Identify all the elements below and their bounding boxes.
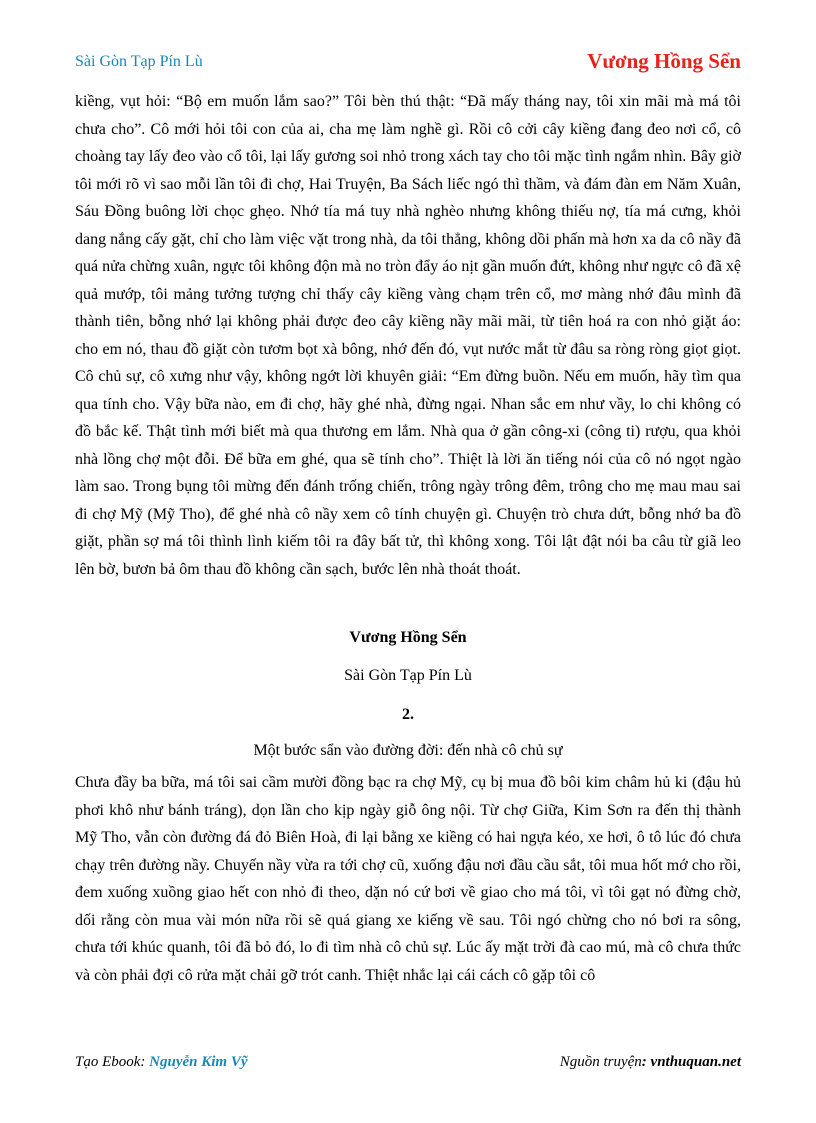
footer-ebook-separator: : (140, 1054, 150, 1070)
paragraph-2: Chưa đầy ba bữa, má tôi sai cầm mười đồng bạc ra chợ Mỹ, cụ bị mua đồ bôi kim châm hủ ki (đậu hủ phơi khô như bánh tráng), dọn lần cho kịp ngày giỗ ông nội. Từ chợ Giữa, Kim Sơn ra đến thị thành Mỹ Tho, vẫn còn đường đá đỏ Biên Hoà, đi lại bằng xe kiềng có hai ngựa kéo, xe hơi, ô tô lúc đó chưa chạy trên đường nầy. Chuyến nầy vừa ra tới chợ cũ, xuống đậu nơi đầu cầu sắt, tôi mua hốt mớ cho rồi, đem xuống xuồng giao hết con nhỏ đi theo, dặn nó cứ bơi về giao cho má tôi, vì tôi gạt nó đừng chờ, dối rằng còn mua vài món nữa rồi sẽ quá giang xe kiếng về sau. Tôi ngó chừng cho nó bơi ra sông, chưa tới khúc quanh, tôi đã bỏ đó, lo đi tìm nhà cô chủ sự. Lúc ấy mặt trời đà cao mú, mà cô chưa thức và còn phải đợi cô rửa mặt chải gỡ trót canh. Thiệt nhắc lại cái cách cô gặp tôi cô (75, 774, 741, 984)
footer-ebook-label: Tạo Ebook (75, 1054, 141, 1070)
footer-source-separator: : (641, 1054, 651, 1070)
footer-source-credit (560, 1054, 741, 1071)
header-author: Vương Hồng Sển (587, 49, 741, 73)
header-book-title: Sài Gòn Tạp Pín Lù (75, 53, 203, 70)
footer-ebook-name: Nguyễn Kim Vỹ (149, 1054, 248, 1070)
chapter-book-title: Sài Gòn Tạp Pín Lù (344, 667, 472, 684)
chapter-title: Một bước sẩn vào đường đời: đến nhà cô chủ sự (253, 742, 563, 759)
footer-source-label: Nguồn truyện (559, 1054, 642, 1070)
footer-source-site: vnthuquan.net (650, 1054, 741, 1070)
paragraph-1: kiềng, vụt hỏi: “Bộ em muốn lắm sao?” Tôi bèn thú thật: “Đã mấy tháng nay, tôi xin mãi mà má tôi chưa cho”. Cô mới hỏi tôi con của ai, cha mẹ làm nghề gì. Rồi cô cởi cây kiềng đang đeo nơi cổ, cô choàng tay lấy đeo vào cổ tôi, lại lấy gương soi nhỏ trong xách tay cho tôi mặc tình ngắm nhìn. Bây giờ tôi mới rõ vì sao mỗi lần tôi đi chợ, Hai Truyện, Ba Sách liếc ngó thì thầm, và đám đàn em Năm Xuân, Sáu Đồng buông lời chọc ghẹo. Nhớ tía má tuy nhà nghèo nhưng không thiếu nợ, tía má cưng, khỏi dang nắng cấy gặt, chỉ cho làm việc vặt trong nhà, da tôi thẳng, không dồi phấn mà hơn xa da cô nầy đã quá nửa chừng xuân, ngực tôi không độn mà no tròn đẩy áo nịt gần muốn đứt, không như ngực cô đã xệ quả mướp, tôi mảng tưởng tượng chỉ thấy cây kiềng vàng chạm trên cổ, mơ màng nhớ đâu mình đã thành tiên, bỗng nhớ lại không phải được đeo cây kiềng nầy mãi mãi, từ tiên hoá ra con nhỏ giặt áo: cho em nó, thau đồ giặt còn tươm bọt xà bông, nhớ đến đó, vụt nước mắt từ đâu sa ròng ròng giọt giọt. Cô chủ sự, cô xưng như vậy, không ngớt lời khuyên giải: “Em đừng buồn. Nếu em muốn, hãy tìm qua qua tính cho. Vậy bữa nào, em đi chợ, hãy ghé nhà, đừng ngại. Nhan sắc em như vầy, lo chi không có đồ bắc kế. Thật tình mới biết mà qua thương em lắm. Nhà qua ở gần công-xi (công ti) rượu, qua khỏi nhà lồng chợ một đỗi. Để bữa em ghé, qua sẽ tính cho”. Thiệt là lời ăn tiếng nói của cô nó ngọt ngào làm sao. Trong bụng tôi mừng đến đánh trống chiến, trông ngày trông đêm, trông cho mẹ mau mau sai đi chợ Mỹ (Mỹ Tho), để ghé nhà cô nầy xem cô tính chuyện gì. Chuyện trò chưa dứt, bỗng nhớ ba đồ giặt, phần sợ má tôi thình lình kiếm tôi ra đây bất tử, thì không xong. Tôi lật đật nói ba câu từ giã leo lên bờ, bươn bả ôm thau đồ không cần sạch, bước lên nhà thoát thoát. (75, 93, 741, 578)
footer-ebook-credit (75, 1054, 248, 1071)
chapter-author: Vương Hồng Sển (349, 629, 467, 646)
chapter-number: 2. (402, 706, 414, 723)
